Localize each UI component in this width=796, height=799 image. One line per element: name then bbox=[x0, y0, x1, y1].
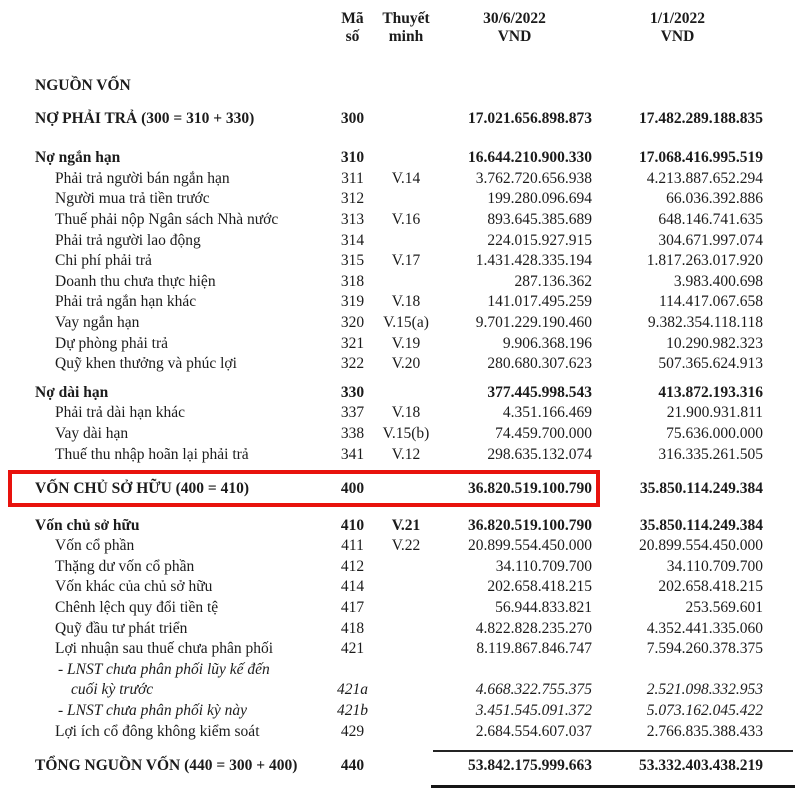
table-row bbox=[0, 334, 763, 355]
ma-so-cell: 330 bbox=[340, 383, 365, 401]
thuyet-minh-cell: V.22 bbox=[391, 537, 421, 555]
row-label: Quỹ đầu tư phát triển bbox=[55, 619, 188, 637]
value-current-period: 74.459.700.000 bbox=[495, 424, 592, 442]
thuyet-minh-cell bbox=[375, 109, 437, 130]
row-label: VỐN CHỦ SỞ HỮU (400 = 410) bbox=[35, 480, 250, 498]
row-label: Người mua trả tiền trước bbox=[55, 190, 210, 208]
thuyet-minh-cell: V.12 bbox=[391, 445, 421, 463]
table-row bbox=[0, 424, 763, 445]
ma-so-cell: 337 bbox=[340, 404, 365, 422]
thuyet-minh-cell bbox=[375, 148, 437, 169]
value-current-period: 56.944.833.821 bbox=[495, 599, 592, 617]
thuyet-minh-cell: V.21 bbox=[391, 516, 421, 534]
value-current-period: 202.658.418.215 bbox=[487, 578, 592, 596]
total-separator-line bbox=[433, 750, 793, 752]
col-header-prior-period bbox=[592, 10, 763, 46]
row-label: Vốn cổ phần bbox=[55, 537, 135, 555]
ma-so-cell: 311 bbox=[341, 169, 364, 187]
thuyet-minh-cell: V.14 bbox=[391, 169, 421, 187]
ma-so-cell: 314 bbox=[340, 231, 365, 249]
table-row bbox=[0, 701, 763, 722]
row-label bbox=[0, 660, 330, 701]
section-von-chu-so-huu bbox=[0, 479, 763, 500]
row-label: Doanh thu chưa thực hiện bbox=[55, 272, 216, 290]
row-label: Vay dài hạn bbox=[55, 424, 129, 442]
table-row bbox=[0, 189, 763, 210]
value-prior-period bbox=[592, 76, 763, 97]
col-header-ma-so bbox=[330, 10, 375, 46]
value-prior-period: 17.482.289.188.835 bbox=[639, 109, 763, 127]
col-header-ma-so-line1: Mã bbox=[341, 10, 364, 27]
thuyet-minh-cell: V.20 bbox=[391, 355, 421, 373]
thuyet-minh-cell: V.17 bbox=[391, 252, 421, 270]
thuyet-minh-cell: V.19 bbox=[391, 334, 421, 352]
row-label: Phải trả người bán ngắn hạn bbox=[55, 169, 230, 187]
table-row bbox=[0, 148, 763, 169]
value-prior-period: 1.817.263.017.920 bbox=[646, 252, 763, 270]
value-current-period: 4.668.322.755.375 bbox=[475, 681, 592, 699]
highlighted-row bbox=[0, 479, 763, 500]
row-label: Lợi nhuận sau thuế chưa phân phối bbox=[55, 640, 274, 658]
value-current-period: 2.684.554.607.037 bbox=[475, 722, 592, 740]
ma-so-cell: 322 bbox=[340, 355, 365, 373]
table-row bbox=[0, 619, 763, 640]
value-prior-period: 21.900.931.811 bbox=[666, 404, 763, 422]
value-prior-period: 114.417.067.658 bbox=[658, 293, 763, 311]
row-label: TỔNG NGUỒN VỐN (440 = 300 + 400) bbox=[35, 757, 298, 775]
value-current-period: 8.119.867.846.747 bbox=[476, 640, 592, 658]
table-row bbox=[0, 598, 763, 619]
section-no-dai-han bbox=[0, 383, 763, 465]
thuyet-minh-cell bbox=[375, 76, 437, 97]
thuyet-minh-cell bbox=[375, 639, 437, 660]
value-current-period: 199.280.096.694 bbox=[487, 190, 592, 208]
ma-so-cell: 418 bbox=[340, 619, 365, 637]
row-label: NỢ PHẢI TRẢ (300 = 310 + 330) bbox=[35, 109, 255, 127]
row-label: Thuế phải nộp Ngân sách Nhà nước bbox=[55, 210, 279, 228]
thuyet-minh-cell: V.15(b) bbox=[382, 424, 430, 442]
col-header-current-date: 30/6/2022 bbox=[483, 10, 546, 27]
table-row bbox=[0, 231, 763, 252]
col-header-thuyet-minh-line2: minh bbox=[388, 28, 424, 45]
value-current-period: 141.017.495.259 bbox=[487, 293, 592, 311]
value-prior-period: 75.636.000.000 bbox=[666, 424, 763, 442]
row-label: Thuế thu nhập hoãn lại phải trả bbox=[55, 445, 249, 463]
row-label: Vốn chủ sở hữu bbox=[35, 516, 140, 534]
ma-so-cell: 440 bbox=[340, 757, 365, 775]
table-row bbox=[0, 383, 763, 404]
value-prior-period: 20.899.554.450.000 bbox=[639, 537, 763, 555]
thuyet-minh-cell bbox=[375, 619, 437, 640]
col-header-current-currency: VND bbox=[497, 28, 532, 45]
ma-so-cell: 338 bbox=[340, 424, 365, 442]
table-row bbox=[0, 639, 763, 660]
ma-so-cell: 421a bbox=[337, 681, 368, 699]
value-current-period: 4.822.828.235.270 bbox=[475, 619, 592, 637]
value-prior-period: 4.352.441.335.060 bbox=[646, 619, 763, 637]
value-current-period: 36.820.519.100.790 bbox=[468, 516, 592, 534]
value-current-period: 53.842.175.999.663 bbox=[468, 757, 592, 775]
row-label: Thặng dư vốn cổ phần bbox=[55, 557, 195, 575]
value-prior-period: 253.569.601 bbox=[685, 599, 763, 617]
value-prior-period: 648.146.741.635 bbox=[658, 210, 763, 228]
row-label: Phải trả ngắn hạn khác bbox=[55, 293, 197, 311]
ma-so-cell bbox=[330, 76, 375, 97]
row-label: Vốn khác của chủ sở hữu bbox=[55, 578, 213, 596]
value-current-period: 9.701.229.190.460 bbox=[475, 313, 592, 331]
thuyet-minh-cell bbox=[375, 479, 437, 500]
section-tong-nguon-von bbox=[0, 756, 763, 777]
table-row bbox=[0, 516, 763, 537]
value-current-period: 280.680.307.623 bbox=[487, 355, 592, 373]
thuyet-minh-cell bbox=[375, 598, 437, 619]
table-row bbox=[0, 756, 763, 777]
ma-so-cell: 318 bbox=[340, 272, 365, 290]
value-prior-period: 507.365.624.913 bbox=[658, 355, 763, 373]
ma-so-cell: 410 bbox=[340, 516, 365, 534]
table-row bbox=[0, 272, 763, 293]
row-label: Chi phí phải trả bbox=[55, 252, 152, 270]
value-prior-period: 35.850.114.249.384 bbox=[639, 516, 763, 534]
ma-so-cell: 341 bbox=[340, 445, 365, 463]
value-prior-period: 202.658.418.215 bbox=[658, 578, 763, 596]
col-header-prior-currency: VND bbox=[660, 28, 695, 45]
table-row bbox=[0, 557, 763, 578]
value-current-period: 298.635.132.074 bbox=[487, 445, 592, 463]
row-label: NGUỒN VỐN bbox=[35, 77, 131, 94]
ma-so-cell: 315 bbox=[340, 252, 365, 270]
row-label: Chênh lệch quy đổi tiền tệ bbox=[55, 599, 219, 617]
table-row bbox=[0, 292, 763, 313]
row-label-line1: - LNST chưa phân phối lũy kế đến bbox=[58, 660, 270, 678]
row-label: Nợ dài hạn bbox=[35, 383, 109, 401]
value-prior-period: 4.213.887.652.294 bbox=[646, 169, 763, 187]
table-row bbox=[0, 210, 763, 231]
row-label: Phải trả người lao động bbox=[55, 231, 201, 249]
col-header-prior-date: 1/1/2022 bbox=[649, 10, 706, 27]
table-row bbox=[0, 660, 763, 701]
row-label: Vay ngắn hạn bbox=[55, 313, 140, 331]
table-row bbox=[0, 536, 763, 557]
value-current-period: 36.820.519.100.790 bbox=[468, 480, 592, 498]
row-label: Dự phòng phải trả bbox=[55, 334, 169, 352]
value-current-period: 224.015.927.915 bbox=[487, 231, 592, 249]
value-current-period: 16.644.210.900.330 bbox=[468, 149, 592, 167]
thuyet-minh-cell bbox=[375, 189, 437, 210]
thuyet-minh-cell: V.18 bbox=[391, 404, 421, 422]
value-prior-period: 35.850.114.249.384 bbox=[639, 480, 763, 498]
table-row bbox=[0, 169, 763, 190]
table-row bbox=[0, 76, 763, 97]
table-row bbox=[0, 577, 763, 598]
ma-so-cell: 400 bbox=[340, 480, 365, 498]
table-body bbox=[0, 76, 763, 777]
table-row bbox=[0, 354, 763, 375]
value-prior-period: 3.983.400.698 bbox=[673, 272, 763, 290]
thuyet-minh-cell bbox=[375, 383, 437, 404]
value-current-period: 3.451.545.091.372 bbox=[475, 702, 592, 720]
ma-so-cell: 429 bbox=[340, 722, 365, 740]
row-label: Lợi ích cổ đông không kiểm soát bbox=[55, 722, 260, 740]
col-header-thuyet-minh-line1: Thuyết bbox=[382, 10, 430, 27]
table-row bbox=[0, 403, 763, 424]
value-current-period: 4.351.166.469 bbox=[502, 404, 592, 422]
value-prior-period: 413.872.193.316 bbox=[658, 383, 763, 401]
row-label: Phải trả dài hạn khác bbox=[55, 404, 185, 422]
section-von-chu-so-huu-chi-tiet bbox=[0, 516, 763, 743]
ma-so-cell: 321 bbox=[340, 334, 365, 352]
thuyet-minh-cell bbox=[375, 722, 437, 743]
value-current-period: 287.136.362 bbox=[514, 272, 592, 290]
value-current-period: 3.762.720.656.938 bbox=[475, 169, 592, 187]
thuyet-minh-cell: V.15(a) bbox=[383, 313, 429, 331]
thuyet-minh-cell bbox=[375, 272, 437, 293]
ma-so-cell: 319 bbox=[340, 293, 365, 311]
ma-so-cell: 310 bbox=[340, 149, 365, 167]
ma-so-cell: 414 bbox=[340, 578, 365, 596]
value-prior-period: 66.036.392.886 bbox=[666, 190, 763, 208]
thuyet-minh-cell bbox=[375, 557, 437, 578]
row-label-line2: cuối kỳ trước bbox=[71, 681, 154, 699]
ma-so-cell: 300 bbox=[340, 109, 365, 127]
col-header-label bbox=[0, 10, 330, 46]
value-prior-period: 2.766.835.388.433 bbox=[646, 722, 763, 740]
value-current-period bbox=[437, 76, 592, 97]
table-row bbox=[0, 109, 763, 130]
thuyet-minh-cell: V.18 bbox=[391, 293, 421, 311]
value-current-period: 34.110.709.700 bbox=[495, 557, 592, 575]
ma-so-cell: 313 bbox=[340, 210, 365, 228]
section-no-ngan-han bbox=[0, 148, 763, 375]
value-prior-period: 5.073.162.045.422 bbox=[646, 702, 763, 720]
table-row bbox=[0, 313, 763, 334]
value-prior-period: 53.332.403.438.219 bbox=[639, 757, 763, 775]
value-current-period: 377.445.998.543 bbox=[487, 383, 592, 401]
value-prior-period: 7.594.260.378.375 bbox=[646, 640, 763, 658]
ma-so-cell: 421 bbox=[340, 640, 365, 658]
balance-sheet-table bbox=[0, 10, 763, 777]
table-header bbox=[0, 10, 763, 46]
value-current-period: 893.645.385.689 bbox=[487, 210, 592, 228]
value-prior-period: 10.290.982.323 bbox=[666, 334, 763, 352]
table-row bbox=[0, 251, 763, 272]
value-prior-period: 304.671.997.074 bbox=[658, 231, 763, 249]
thuyet-minh-cell bbox=[375, 756, 437, 777]
value-prior-period: 2.521.098.332.953 bbox=[646, 681, 763, 699]
thuyet-minh-cell bbox=[375, 577, 437, 598]
value-current-period: 9.906.368.196 bbox=[502, 334, 592, 352]
row-label: Nợ ngắn hạn bbox=[35, 149, 121, 167]
table-row bbox=[0, 445, 763, 466]
thuyet-minh-cell bbox=[375, 231, 437, 252]
table-row bbox=[0, 722, 763, 743]
value-prior-period: 9.382.354.118.118 bbox=[647, 313, 763, 331]
row-label: - LNST chưa phân phối kỳ này bbox=[58, 702, 247, 720]
value-current-period: 1.431.428.335.194 bbox=[475, 252, 592, 270]
value-prior-period: 17.068.416.995.519 bbox=[639, 149, 763, 167]
ma-so-cell: 411 bbox=[341, 537, 364, 555]
value-current-period: 20.899.554.450.000 bbox=[468, 537, 592, 555]
ma-so-cell: 421b bbox=[337, 702, 368, 720]
section-caption bbox=[0, 76, 763, 97]
grand-total-underline bbox=[431, 785, 795, 788]
col-header-current-period bbox=[437, 10, 592, 46]
value-prior-period: 316.335.261.505 bbox=[658, 445, 763, 463]
col-header-ma-so-line2: số bbox=[345, 28, 360, 45]
col-header-thuyet-minh bbox=[375, 10, 437, 46]
ma-so-cell: 412 bbox=[340, 557, 365, 575]
value-current-period: 17.021.656.898.873 bbox=[468, 109, 592, 127]
row-label: Quỹ khen thưởng và phúc lợi bbox=[55, 355, 237, 373]
ma-so-cell: 320 bbox=[340, 313, 365, 331]
value-prior-period: 34.110.709.700 bbox=[666, 557, 763, 575]
section-no-phai-tra bbox=[0, 109, 763, 130]
ma-so-cell: 312 bbox=[340, 190, 365, 208]
thuyet-minh-cell bbox=[375, 701, 437, 722]
ma-so-cell: 417 bbox=[340, 599, 365, 617]
thuyet-minh-cell: V.16 bbox=[391, 210, 421, 228]
